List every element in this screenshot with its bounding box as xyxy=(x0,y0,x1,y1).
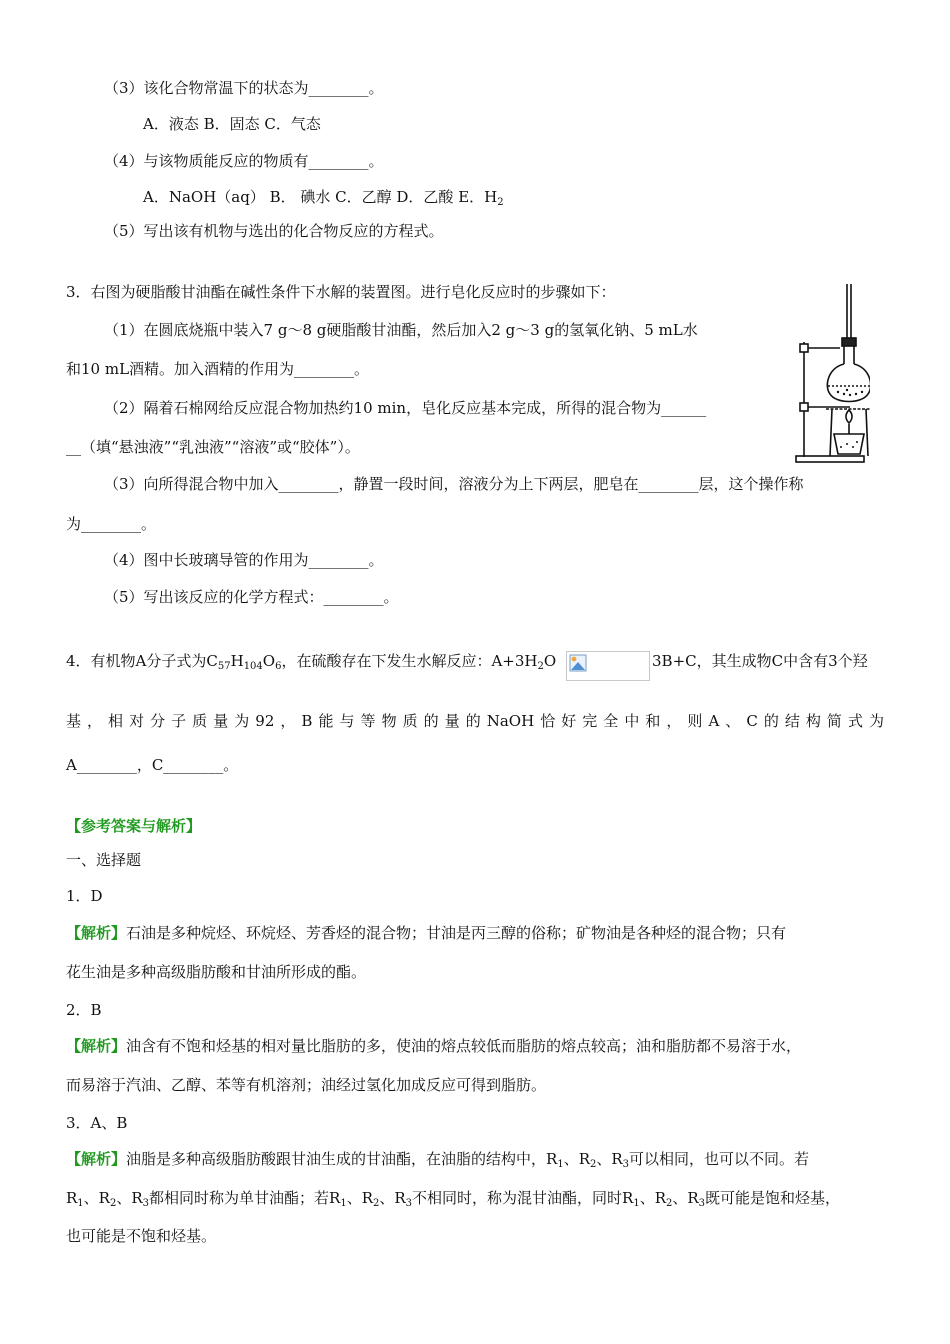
q3-intro: 3．右图为硬脂酸甘油酯在碱性条件下水解的装置图。进行皂化反应时的步骤如下： xyxy=(66,283,616,301)
explanation-text: 、R xyxy=(116,1189,143,1207)
subscript: 1 xyxy=(340,1198,347,1209)
q2-sub4-options-text: A．NaOH（aq） B． 碘水 C．乙醇 D．乙酸 E．H xyxy=(143,188,498,206)
q3-sub3-line2: 为________。 xyxy=(66,515,157,533)
q3-sub2-line1: （2）隔着石棉网给反应混合物加热约10 min，皂化反应基本完成，所得的混合物为______ xyxy=(104,399,707,417)
answer-3-explanation-line3: 也可能是不饱和烃基。 xyxy=(66,1227,217,1245)
explanation-text: 可以相同，也可以不同。若 xyxy=(629,1150,810,1168)
q2-sub4: （4）与该物质能反应的物质有________。 xyxy=(104,152,384,170)
subscript: 104 xyxy=(243,661,263,672)
broken-image-placeholder xyxy=(566,651,650,681)
explanation-tag: 【解析】 xyxy=(66,1037,127,1055)
q4-text: 4．有机物A分子式为C xyxy=(66,652,218,670)
answer-2-explanation-line2: 而易溶于汽油、乙醇、苯等有机溶剂；油经过氢化加成反应可得到脂肪。 xyxy=(66,1076,547,1094)
explanation-text: 油脂是多种高级脂肪酸跟甘油生成的甘油酯，在油脂的结构中，R xyxy=(126,1150,558,1168)
q4-line3: A________，C________。 xyxy=(66,756,239,774)
q3-sub1-line2: 和10 mL酒精。加入酒精的作用为________。 xyxy=(66,360,370,378)
explanation-text: 不相同时，称为混甘油酯，同时R xyxy=(412,1189,634,1207)
subscript: 1 xyxy=(557,1159,564,1170)
q4-line2: 基，相对分子质量为92，B能与等物质的量的NaOH恰好完全中和，则A、C的结构简式为 xyxy=(66,712,884,730)
explanation-text: R xyxy=(66,1189,78,1207)
subscript: 2 xyxy=(590,1159,597,1170)
explanation-text: 、R xyxy=(596,1150,623,1168)
answer-1-explanation-line2: 花生油是多种高级脂肪酸和甘油所形成的酯。 xyxy=(66,963,367,981)
subscript: 3 xyxy=(622,1159,630,1170)
subscript: 1 xyxy=(633,1198,640,1209)
subscript: 57 xyxy=(217,661,231,672)
q3-sub4: （4）图中长玻璃导管的作用为________。 xyxy=(104,551,384,569)
answer-1: 1．D xyxy=(66,887,103,905)
q4-text: O xyxy=(262,652,276,670)
explanation-text: 既可能是饱和烃基， xyxy=(705,1189,841,1207)
answer-1-explanation-line1 xyxy=(66,923,786,943)
answer-2-explanation-line1 xyxy=(66,1036,801,1056)
answer-3-explanation-line2 xyxy=(66,1188,840,1214)
q2-sub5: （5）写出该有机物与选出的化合物反应的方程式。 xyxy=(104,222,444,240)
saponification-apparatus-figure xyxy=(790,282,870,467)
explanation-text: 油含有不饱和烃基的相对量比脂肪的多，使油的熔点较低而脂肪的熔点较高；油和脂肪都不易溶于水， xyxy=(126,1037,802,1055)
subscript: 2 xyxy=(537,661,544,672)
q2-sub4-options xyxy=(143,187,504,213)
q4-text: H xyxy=(230,652,244,670)
subscript: 2 xyxy=(497,197,504,208)
answer-3: 3．A、B xyxy=(66,1114,128,1132)
q4-text: O xyxy=(543,652,557,670)
q4-line1 xyxy=(66,651,556,677)
q2-sub3-options: A．液态 B．固态 C．气态 xyxy=(143,115,321,133)
subscript: 1 xyxy=(77,1198,84,1209)
explanation-text: 石油是多种烷烃、环烷烃、芳香烃的混合物；甘油是丙三醇的俗称；矿物油是各种烃的混合物；只有 xyxy=(126,924,787,942)
explanation-text: 、R xyxy=(379,1189,406,1207)
answers-heading: 【参考答案与解析】 xyxy=(66,817,202,835)
explanation-text: 都相同时称为单甘油酯；若R xyxy=(149,1189,341,1207)
broken-image-icon xyxy=(568,653,588,673)
subscript: 3 xyxy=(142,1198,150,1209)
explanation-tag: 【解析】 xyxy=(66,924,127,942)
explanation-text: 、R xyxy=(346,1189,373,1207)
explanation-text: 、R xyxy=(639,1189,666,1207)
explanation-text: 、R xyxy=(563,1150,590,1168)
subscript: 3 xyxy=(698,1198,706,1209)
subscript: 2 xyxy=(372,1198,380,1209)
answers-section-title: 一、选择题 xyxy=(66,851,142,869)
subscript: 3 xyxy=(405,1198,413,1209)
subscript: 2 xyxy=(666,1198,673,1209)
q4-text: ，在硫酸存在下发生水解反应：A+3H xyxy=(281,652,538,670)
answer-3-explanation-line1 xyxy=(66,1149,809,1175)
q3-sub5: （5）写出该反应的化学方程式：________。 xyxy=(104,588,399,606)
q2-sub3: （3）该化合物常温下的状态为________。 xyxy=(104,79,384,97)
explanation-text: 、R xyxy=(672,1189,699,1207)
explanation-text: 、R xyxy=(83,1189,110,1207)
subscript: 2 xyxy=(109,1198,117,1209)
q3-sub1-line1: （1）在圆底烧瓶中装入7 g～8 g硬脂酸甘油酯，然后加入2 g～3 g的氢氧化钠、5 mL水 xyxy=(104,321,698,339)
q3-sub2-line2: __（填“悬浊液”“乳浊液”“溶液”或“胶体”）。 xyxy=(66,438,360,456)
answer-2: 2．B xyxy=(66,1001,102,1019)
q3-sub3-line1: （3）向所得混合物中加入________，静置一段时间，溶液分为上下两层，肥皂在________层，这个操作称 xyxy=(104,475,804,493)
explanation-tag: 【解析】 xyxy=(66,1150,127,1168)
subscript: 6 xyxy=(275,661,282,672)
q4-line1-tail: 3B+C，其生成物C中含有3个羟 xyxy=(652,652,868,670)
